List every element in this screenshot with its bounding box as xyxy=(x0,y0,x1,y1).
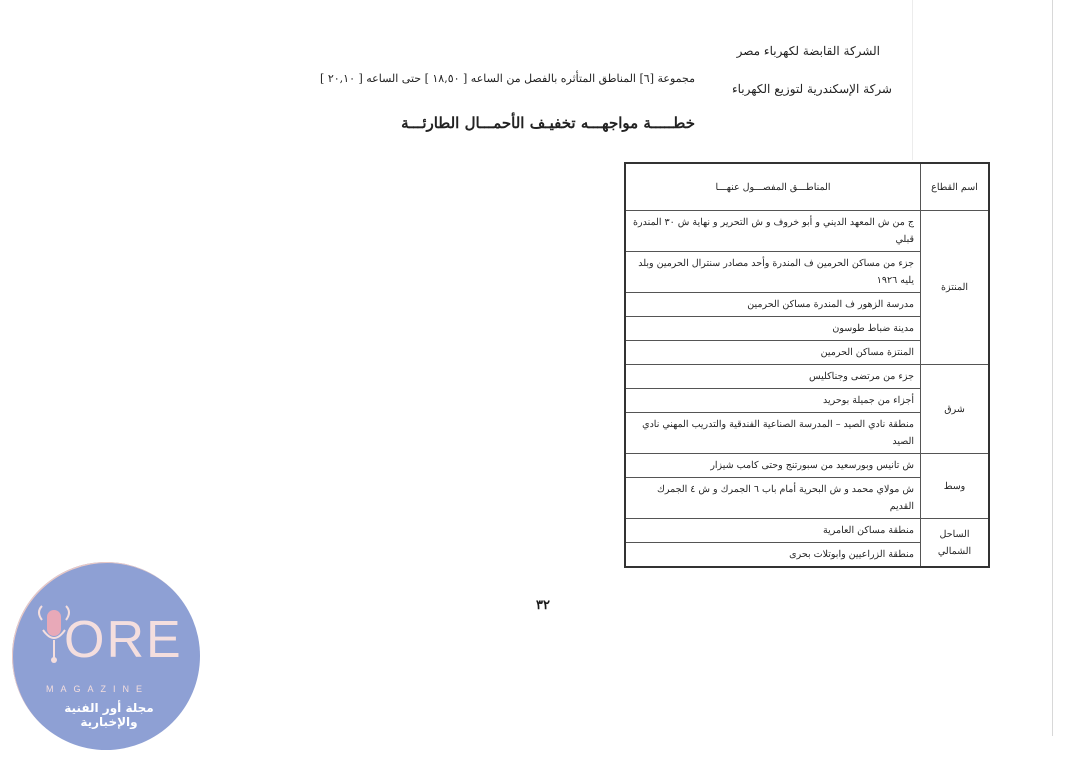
table-row xyxy=(625,365,989,389)
table-row xyxy=(625,454,989,478)
sector-cell: المنتزة xyxy=(921,211,990,365)
outage-areas-table xyxy=(624,162,990,568)
area-cell: ش مولاي محمد و ش البحرية أمام باب ٦ الجمرك و ش ٤ الجمرك القديم xyxy=(625,478,921,519)
logo-sub-text: MAGAZINE xyxy=(46,684,150,694)
scan-fold-line xyxy=(912,0,913,160)
area-cell: ش تانيس وبورسعيد من سبورتنج وحتى كامب شيزار xyxy=(625,454,921,478)
column-header-areas: المناطـــق المفصـــول عنهـــا xyxy=(625,163,921,211)
plan-title: خطـــــة مواجهـــه تخفيـف الأحمـــال الطارئـــة xyxy=(401,114,695,132)
logo-brand-text: ORE xyxy=(64,611,183,669)
area-cell: المنتزة مساكن الحرمين xyxy=(625,341,921,365)
sector-cell: شرق xyxy=(921,365,990,454)
table-row xyxy=(625,211,989,252)
area-cell: منطقة مساكن العامرية xyxy=(625,519,921,543)
logo-tagline: مجلة أور الفنية والإخبارية xyxy=(64,701,154,729)
table-header-row xyxy=(625,163,989,211)
table-row xyxy=(625,519,989,543)
area-cell: منطقة الزراعيين وابوتلات بحرى xyxy=(625,543,921,568)
area-cell: أجزاء من جميلة بوحريد xyxy=(625,389,921,413)
scan-edge-line xyxy=(1052,0,1053,736)
area-cell: جزء من مرتضى وجناكليس xyxy=(625,365,921,389)
company-holding-name: الشركة القابضة لكهرباء مصر xyxy=(736,44,880,58)
ore-magazine-logo xyxy=(12,562,200,750)
area-cell: منطقة نادي الصيد – المدرسة الصناعية الفندقية والتدريب المهني نادي الصيد xyxy=(625,413,921,454)
company-distribution-name: شركة الإسكندرية لتوزيع الكهرباء xyxy=(731,82,892,96)
sector-cell: الساحل الشمالي xyxy=(921,519,990,568)
column-header-sector: اسم القطاع xyxy=(921,163,990,211)
sector-cell: وسط xyxy=(921,454,990,519)
group-schedule-line: مجموعة [٦] المناطق المتأثره بالفصل من الساعه [ ١٨,٥٠ ] حتى الساعه [ ٢٠,١٠ ] xyxy=(320,72,695,85)
area-cell: جزء من مساكن الحرمين ف المندرة وأحد مصادر سنترال الحرمين وبلد يليه ١٩٢٦ xyxy=(625,252,921,293)
area-cell: مدرسة الزهور ف المندرة مساكن الحرمين xyxy=(625,293,921,317)
area-cell: ج من ش المعهد الديني و أبو خروف و ش التحرير و نهاية ش ٣٠ المندرة قبلي xyxy=(625,211,921,252)
page-number: ٣٢ xyxy=(536,598,550,613)
area-cell: مدينة ضباط طوسون xyxy=(625,317,921,341)
